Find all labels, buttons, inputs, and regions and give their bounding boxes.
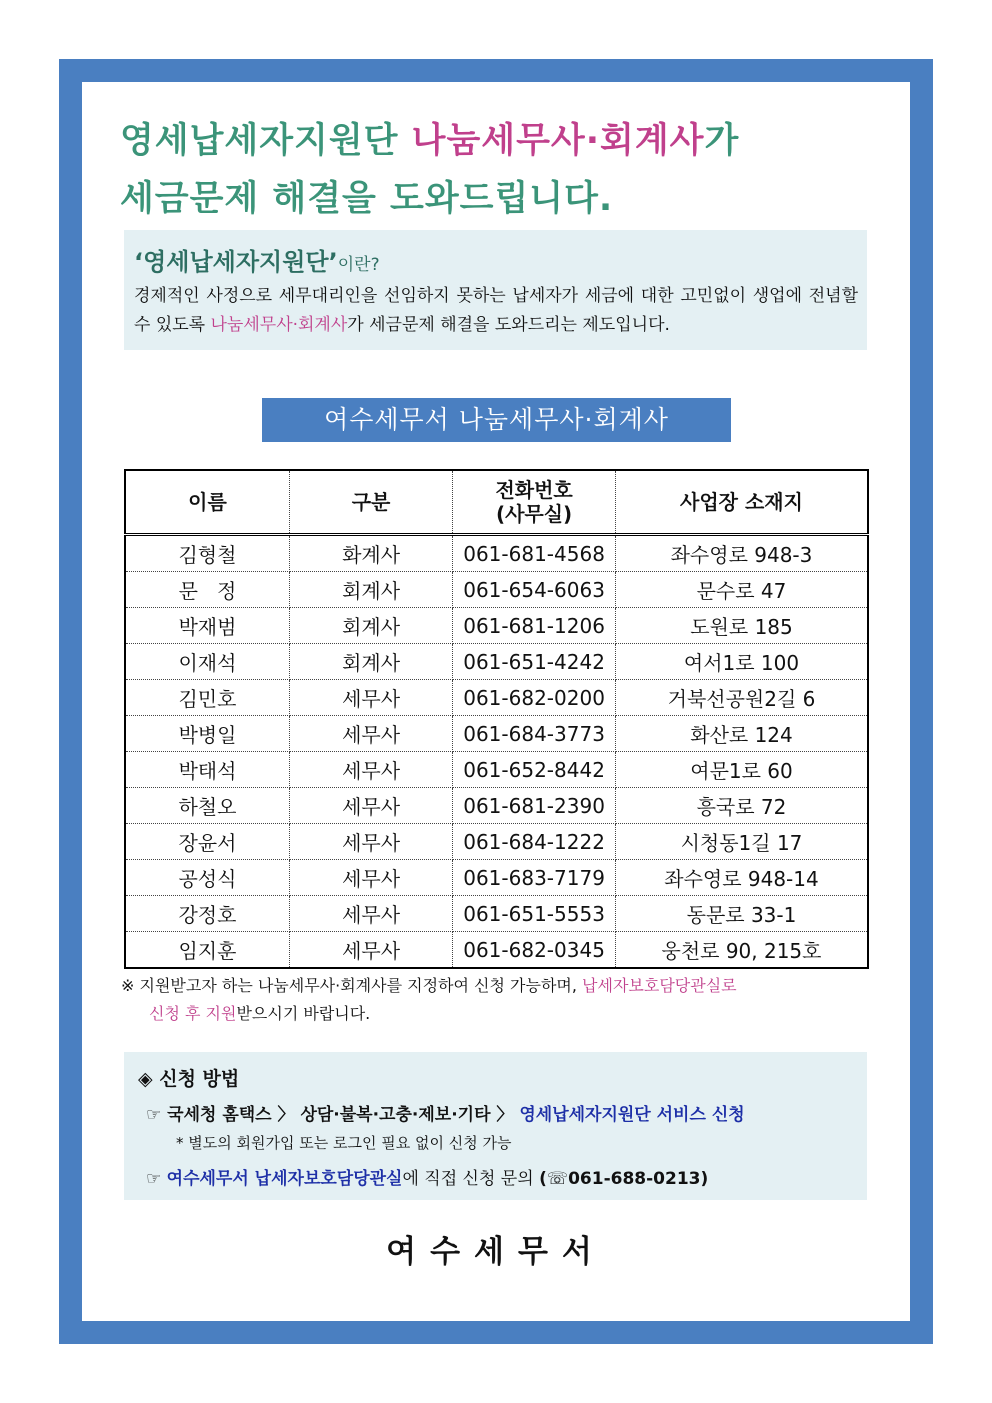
cell-name: 김민호 [125, 680, 289, 716]
cell-address: 화산로 124 [616, 716, 869, 752]
how-title: ◈ 신청 방법 [138, 1068, 240, 1090]
table-row [125, 896, 868, 932]
definition-box [124, 230, 867, 350]
definition-body-post: 가 세금문제 해결을 도와드리는 제도입니다. [347, 315, 670, 335]
cell-type: 회계사 [289, 644, 452, 680]
table-row [125, 572, 868, 608]
note-text2: 받으시기 바랍니다. [236, 1004, 371, 1023]
how-line3 [146, 1164, 708, 1189]
cell-name: 박병일 [125, 716, 289, 752]
cell-phone: 061-683-7179 [453, 860, 616, 896]
note-line2 [121, 1000, 881, 1028]
cell-phone: 061-681-1206 [453, 608, 616, 644]
cell-address: 여문1로 60 [616, 752, 869, 788]
header-phone-sub: (사무실) [495, 502, 573, 526]
cell-address: 동문로 33-1 [616, 896, 869, 932]
cell-phone: 061-684-1222 [453, 824, 616, 860]
cell-type: 세무사 [289, 860, 452, 896]
table-row [125, 860, 868, 896]
header-phone-main: 전화번호 [495, 478, 573, 502]
cell-type: 화계사 [289, 535, 452, 572]
cell-address: 거북선공원2길 6 [616, 680, 869, 716]
note-pink1: 납세자보호담당관실로 [582, 976, 737, 995]
table-row [125, 716, 868, 752]
cell-type: 세무사 [289, 716, 452, 752]
definition-title-suffix: 이란? [337, 255, 380, 275]
cell-name: 문 정 [125, 572, 289, 608]
cell-name: 하철오 [125, 788, 289, 824]
cell-name: 강정호 [125, 896, 289, 932]
headline-tail: 가 [704, 121, 740, 161]
cell-type: 세무사 [289, 680, 452, 716]
cell-phone: 061-651-5553 [453, 896, 616, 932]
header-name: 이름 [125, 470, 289, 535]
headline-pink: 나눔세무사·회계사 [411, 121, 705, 161]
cell-name: 임지훈 [125, 932, 289, 969]
cell-type: 세무사 [289, 752, 452, 788]
cell-address: 웅천로 90, 215호 [616, 932, 869, 969]
definition-title [134, 242, 380, 277]
cell-address: 흥국로 72 [616, 788, 869, 824]
how-line2: * 별도의 회원가입 또는 로그인 필요 없이 신청 가능 [176, 1134, 512, 1152]
how-to-apply-box [124, 1052, 867, 1200]
office-name: 여수세무서 [386, 1234, 606, 1270]
definition-title-main: ‘영세납세자지원단’ [134, 248, 338, 276]
definition-body [134, 282, 858, 340]
how-line1-path: ☞ 국세청 홈택스 〉 상담·불복·고충·제보·기타 〉 [146, 1105, 514, 1125]
definition-body-pink: 나눔세무사·회계사 [210, 315, 348, 335]
cell-name: 장윤서 [125, 824, 289, 860]
how-line1 [146, 1100, 745, 1125]
cell-name: 박태석 [125, 752, 289, 788]
headline-green: 영세납세자지원단 [120, 121, 412, 161]
cell-phone: 061-681-2390 [453, 788, 616, 824]
cell-address: 시청동1길 17 [616, 824, 869, 860]
table-row [125, 788, 868, 824]
headline [120, 112, 739, 228]
cell-type: 세무사 [289, 896, 452, 932]
how-line3-mid: 에 직접 신청 문의 [402, 1169, 540, 1189]
note-mark: ※ [121, 976, 135, 995]
header-phone [453, 470, 616, 535]
cell-name: 이재석 [125, 644, 289, 680]
table-row [125, 608, 868, 644]
cell-phone: 061-682-0345 [453, 932, 616, 969]
application-note [121, 972, 881, 1028]
table-row [125, 535, 868, 572]
cell-name: 박재범 [125, 608, 289, 644]
table-row [125, 752, 868, 788]
table-header-row [125, 470, 868, 535]
cell-name: 공성식 [125, 860, 289, 896]
advisor-table [124, 469, 869, 969]
cell-phone: 061-684-3773 [453, 716, 616, 752]
cell-address: 문수로 47 [616, 572, 869, 608]
cell-phone: 061-651-4242 [453, 644, 616, 680]
note-pink2: 신청 후 지원 [149, 1004, 237, 1023]
cell-address: 여서1로 100 [616, 644, 869, 680]
cell-type: 세무사 [289, 932, 452, 969]
cell-address: 도원로 185 [616, 608, 869, 644]
header-address: 사업장 소재지 [616, 470, 869, 535]
cell-type: 회계사 [289, 608, 452, 644]
cell-name: 김형철 [125, 535, 289, 572]
headline-line2: 세금문제 해결을 도와드립니다. [120, 179, 614, 219]
table-row [125, 932, 868, 969]
table-row [125, 644, 868, 680]
cell-phone: 061-652-8442 [453, 752, 616, 788]
table-row [125, 824, 868, 860]
how-line3-phone: (☏061-688-0213) [539, 1169, 709, 1189]
cell-phone: 061-682-0200 [453, 680, 616, 716]
cell-phone: 061-654-6063 [453, 572, 616, 608]
cell-address: 좌수영로 948-3 [616, 535, 869, 572]
cell-type: 회계사 [289, 572, 452, 608]
table-row [125, 680, 868, 716]
cell-phone: 061-681-4568 [453, 535, 616, 572]
cell-address: 좌수영로 948-14 [616, 860, 869, 896]
how-line1-service: 영세납세자지원단 서비스 신청 [519, 1105, 745, 1125]
definition-body-pre: 경제적인 사정으로 세무대리인을 선임하지 못하는 납세자가 세금에 대한 고민없이 생업에 전념할 수 있도록 [134, 286, 858, 335]
cell-type: 세무사 [289, 788, 452, 824]
how-line3-pointer: ☞ [146, 1169, 167, 1189]
how-line3-office: 여수세무서 납세자보호담당관실 [166, 1169, 403, 1189]
header-type: 구분 [289, 470, 452, 535]
note-line1 [121, 972, 881, 1000]
headline-line1 [120, 112, 739, 170]
section-banner: 여수세무서 나눔세무사·회계사 [262, 398, 731, 442]
note-text1: 지원받고자 하는 나눔세무사·회계사를 지정하여 신청 가능하며, [134, 976, 583, 995]
cell-type: 세무사 [289, 824, 452, 860]
